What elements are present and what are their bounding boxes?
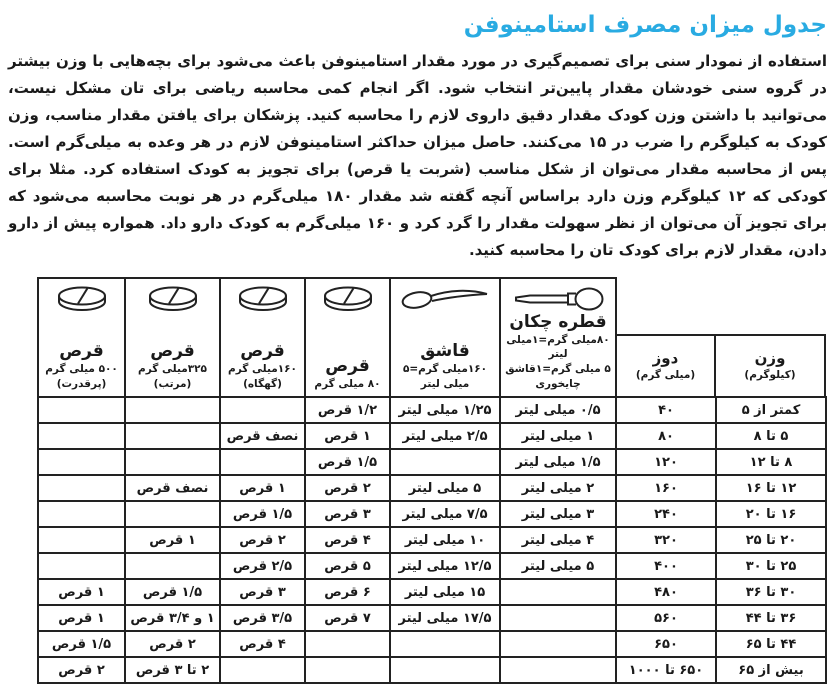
cell-dropper: ۱ میلی لیتر (500, 423, 616, 449)
dosage-table (37, 277, 827, 684)
cell-tab160: ۴ قرص (220, 631, 305, 657)
cell-tab500 (38, 527, 125, 553)
col-title-weight: وزن (754, 349, 786, 368)
cell-tab325: ۲ قرص (125, 631, 220, 657)
cell-tab80: ۷ قرص (305, 605, 390, 631)
cell-tab80 (305, 631, 390, 657)
cell-tab80: ۳ قرص (305, 501, 390, 527)
cell-tab80 (305, 657, 390, 683)
table-row (38, 501, 826, 527)
cell-dose: ۴۰ (616, 397, 716, 423)
cell-tab500: ۲ قرص (38, 657, 125, 683)
cell-spoon (390, 657, 500, 683)
cell-dose: ۱۲۰ (616, 449, 716, 475)
col-subtitle-spoon: ۱۶۰میلی گرم=۵ میلی لیتر (402, 362, 488, 390)
tablet-icon (146, 285, 200, 315)
cell-tab325: ۲ تا ۳ قرص (125, 657, 220, 683)
cell-dropper: ۳ میلی لیتر (500, 501, 616, 527)
cell-dose: ۸۰ (616, 423, 716, 449)
tablet-icon (55, 285, 109, 315)
cell-tab80: ۱/۵ قرص (305, 449, 390, 475)
cell-tab500: ۱/۵ قرص (38, 631, 125, 657)
cell-dropper: ۲ میلی لیتر (500, 475, 616, 501)
col-header-tab160 (220, 278, 305, 397)
col-header-spoon (390, 278, 500, 397)
cell-tab80: ۱/۲ قرص (305, 397, 390, 423)
col-title-dropper: قطره چکان (509, 312, 607, 332)
table-row (38, 579, 826, 605)
table-row (38, 475, 826, 501)
col-subtitle-weight: (کیلوگرم) (744, 368, 796, 381)
cell-dropper: ۵ میلی لیتر (500, 553, 616, 579)
cell-weight: بیش از ۶۵ (716, 657, 826, 683)
cell-tab500 (38, 553, 125, 579)
cell-tab325 (125, 501, 220, 527)
table-row (38, 449, 826, 475)
cell-weight: ۴۴ تا ۶۵ (716, 631, 826, 657)
cell-weight: ۱۶ تا ۲۰ (716, 501, 826, 527)
cell-tab160 (220, 449, 305, 475)
cell-dose: ۴۸۰ (616, 579, 716, 605)
cell-tab500 (38, 449, 125, 475)
cell-spoon: ۲/۵ میلی لیتر (390, 423, 500, 449)
cell-tab80: ۶ قرص (305, 579, 390, 605)
col-subtitle-dropper: ۸۰میلی گرم=۱میلی لیتر ۵ میلی گرم=۱قاشق چایخوری (505, 333, 611, 390)
cell-tab325 (125, 553, 220, 579)
table-row (38, 605, 826, 631)
table-row (38, 631, 826, 657)
cell-tab325 (125, 423, 220, 449)
cell-tab325: نصف قرص (125, 475, 220, 501)
col-subtitle-dose: (میلی گرم) (635, 368, 696, 381)
col-title-tab160: قرص (240, 341, 285, 362)
cell-weight: کمتر از ۵ (716, 397, 826, 423)
cell-spoon: ۱۲/۵ میلی لیتر (390, 553, 500, 579)
cell-tab160 (220, 397, 305, 423)
col-header-tab500 (38, 278, 125, 397)
col-title-tab325: قرص (150, 341, 195, 362)
cell-spoon (390, 449, 500, 475)
cell-weight: ۵ تا ۸ (716, 423, 826, 449)
table-row (38, 397, 826, 423)
col-header-dropper (500, 278, 616, 397)
cell-tab325 (125, 449, 220, 475)
cell-tab325: ۱ قرص (125, 527, 220, 553)
cell-spoon: ۱۰ میلی لیتر (390, 527, 500, 553)
tablet-icon (236, 285, 290, 315)
cell-weight: ۳۰ تا ۳۶ (716, 579, 826, 605)
table-row (38, 527, 826, 553)
cell-tab80: ۴ قرص (305, 527, 390, 553)
col-title-spoon: قاشق (420, 341, 470, 362)
cell-weight: ۲۵ تا ۳۰ (716, 553, 826, 579)
col-header-dose (616, 278, 716, 397)
cell-dropper (500, 657, 616, 683)
cell-tab500: ۱ قرص (38, 605, 125, 631)
col-title-dose: دوز (652, 349, 679, 368)
col-subtitle-tab160: ۱۶۰میلی گرم (گهگاه) (228, 362, 297, 390)
cell-spoon: ۱۷/۵ میلی لیتر (390, 605, 500, 631)
col-header-tab325 (125, 278, 220, 397)
cell-dose: ۳۲۰ (616, 527, 716, 553)
table-row (38, 657, 826, 683)
cell-dose: ۶۵۰ (616, 631, 716, 657)
cell-dropper (500, 605, 616, 631)
col-subtitle-tab325: ۳۲۵میلی گرم (مرتب) (138, 362, 207, 390)
cell-tab160: ۱/۵ قرص (220, 501, 305, 527)
cell-weight: ۸ تا ۱۲ (716, 449, 826, 475)
cell-tab160 (220, 657, 305, 683)
cell-dose: ۶۵۰ تا ۱۰۰۰ (616, 657, 716, 683)
cell-spoon: ۷/۵ میلی لیتر (390, 501, 500, 527)
cell-spoon: ۵ میلی لیتر (390, 475, 500, 501)
cell-dropper: ۴ میلی لیتر (500, 527, 616, 553)
tablet-icon (321, 285, 375, 315)
col-subtitle-tab80: ۸۰ میلی گرم (314, 377, 381, 390)
cell-tab160: ۲ قرص (220, 527, 305, 553)
cell-dropper (500, 579, 616, 605)
cell-tab80: ۲ قرص (305, 475, 390, 501)
cell-tab500 (38, 501, 125, 527)
cell-tab160: ۲/۵ قرص (220, 553, 305, 579)
cell-dropper (500, 631, 616, 657)
cell-tab160: ۱ قرص (220, 475, 305, 501)
cell-tab325 (125, 397, 220, 423)
dropper-icon (510, 285, 606, 313)
cell-dropper: ۱/۵ میلی لیتر (500, 449, 616, 475)
cell-tab325: ۱ و ۳/۴ قرص (125, 605, 220, 631)
cell-dropper: ۰/۵ میلی لیتر (500, 397, 616, 423)
cell-weight: ۲۰ تا ۲۵ (716, 527, 826, 553)
cell-tab160: ۳/۵ قرص (220, 605, 305, 631)
cell-tab325: ۱/۵ قرص (125, 579, 220, 605)
cell-weight: ۳۶ تا ۴۴ (716, 605, 826, 631)
intro-paragraph: استفاده از نمودار سنی برای تصمیم‌گیری در مورد مقدار استامینوفن باعث می‌شود برای بچه‌هایی با وزن بیشتر در گروه سنی خودشان مقدار پایین‌تر انتخاب شود. اگر انجام کمی محاسبه ریاضی برای تان مشکل نیست، می‌توانید با داشتن وزن کودک مقدار دقیق داروی لازم را محاسبه کنید. پزشکان برای یافتن مقدار مناسب، وزن کودک به کیلوگرم را ضرب در ۱۵ می‌کنند. حاصل میزان حداکثر استامینوفن لازم در هر وعده به میلی‌گرم است. پس از محاسبه مقدار می‌توان از شکل مناسب (شربت یا قرص) برای تجویز به کودک استفاده کرد. مثلا برای کودکی که ۱۲ کیلوگرم وزن دارد براساس آنچه گفته شد مقدار ۱۸۰ میلی‌گرم در هر نوبت محاسبه می‌شود که برای تجویز آن می‌توان از نظر سهولت مقدار را گرد کرد و ۱۶۰ میلی‌گرم به کودک دارو داد. همواره پیش از دارو دادن، مقدار لازم برای کودک تان را محاسبه کنید. (8, 52, 827, 259)
cell-tab160: نصف قرص (220, 423, 305, 449)
spoon-icon (399, 285, 491, 311)
cell-spoon: ۱/۲۵ میلی لیتر (390, 397, 500, 423)
cell-tab500: ۱ قرص (38, 579, 125, 605)
col-title-tab500: قرص (59, 341, 104, 362)
cell-tab500 (38, 475, 125, 501)
col-header-weight (716, 278, 826, 397)
cell-dose: ۴۰۰ (616, 553, 716, 579)
cell-weight: ۱۲ تا ۱۶ (716, 475, 826, 501)
cell-tab80: ۵ قرص (305, 553, 390, 579)
cell-dose: ۵۶۰ (616, 605, 716, 631)
cell-tab500 (38, 397, 125, 423)
cell-dose: ۱۶۰ (616, 475, 716, 501)
cell-spoon: ۱۵ میلی لیتر (390, 579, 500, 605)
table-row (38, 553, 826, 579)
dosage-table-head (38, 278, 826, 397)
cell-dose: ۲۴۰ (616, 501, 716, 527)
dosage-table-body (38, 397, 826, 683)
cell-tab80: ۱ قرص (305, 423, 390, 449)
col-header-tab80 (305, 278, 390, 397)
col-subtitle-tab500: ۵۰۰ میلی گرم (پرقدرت) (45, 362, 118, 390)
cell-tab160: ۳ قرص (220, 579, 305, 605)
table-row (38, 423, 826, 449)
header-row (38, 278, 826, 397)
cell-spoon (390, 631, 500, 657)
col-title-tab80: قرص (325, 356, 370, 377)
cell-tab500 (38, 423, 125, 449)
page-title: جدول میزان مصرف استامینوفن (463, 12, 827, 38)
